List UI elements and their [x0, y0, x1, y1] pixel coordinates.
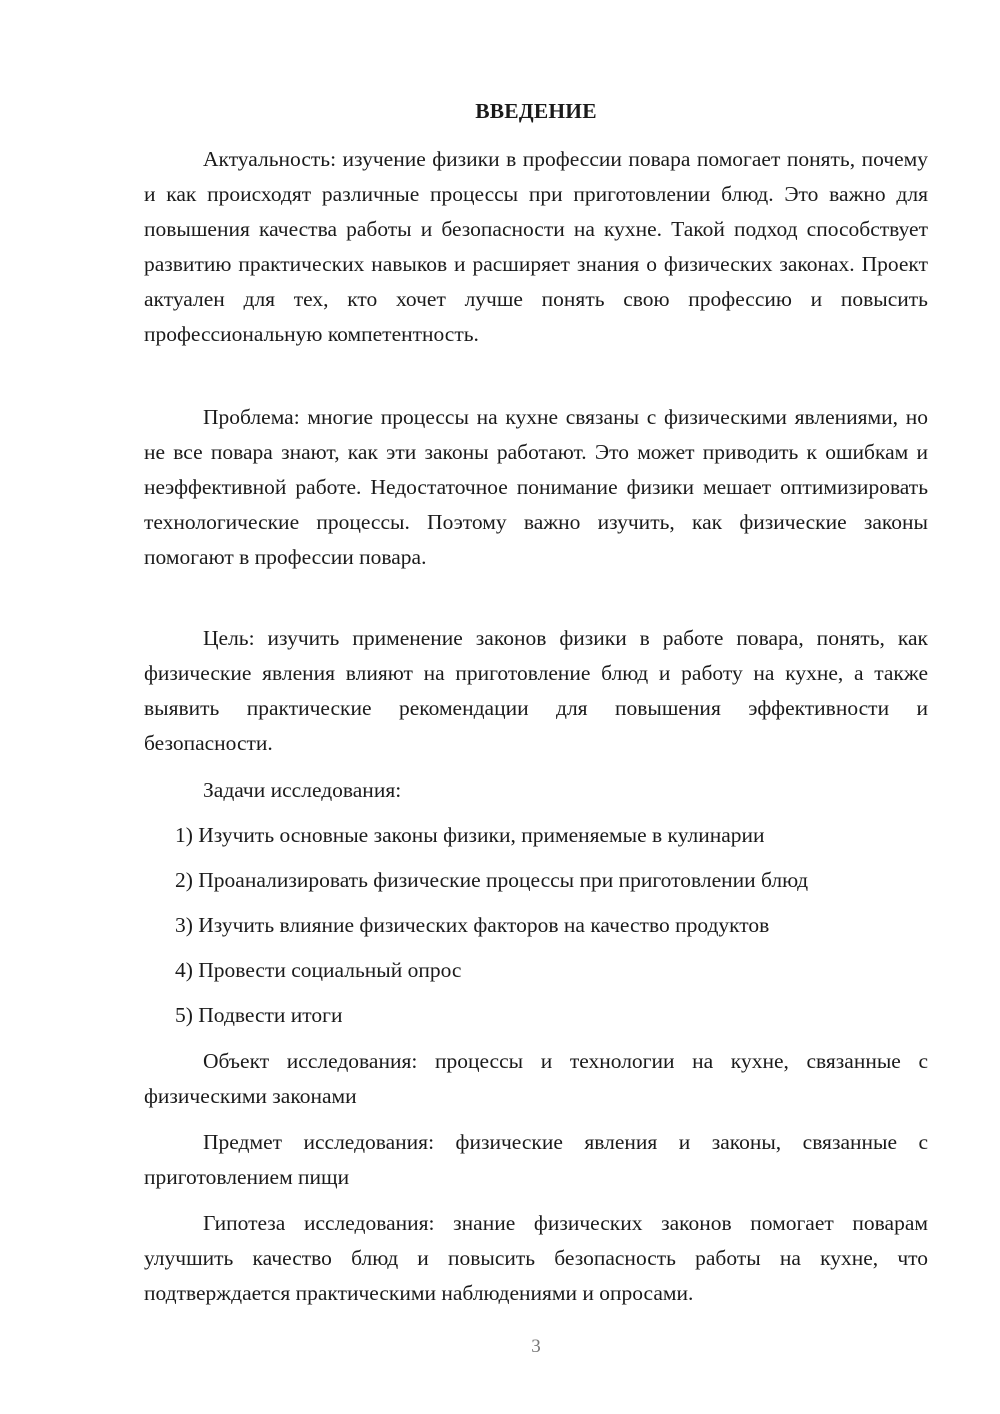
list-item: 4) Провести социальный опрос: [175, 958, 462, 982]
hypothesis-paragraph: Гипотеза исследования: знание физических законов помогает поварам улучшить качество блюд и повысить безопасность работы на кухне, что подтверждается практическими наблюдениями и опросами.: [144, 1211, 928, 1305]
list-item: 5) Подвести итоги: [175, 1003, 343, 1027]
goal-paragraph: Цель: изучить применение законов физики в работе повара, понять, как физические явления влияют на приготовление блюд и работу на кухне, а также выявить практические рекомендации для повышения эффективности и безопасности.: [144, 626, 928, 755]
list-item: 3) Изучить влияние физических факторов на качество продуктов: [175, 913, 770, 937]
object-paragraph: Объект исследования: процессы и технологии на кухне, связанные с физическими законами: [144, 1049, 928, 1108]
tasks-title: Задачи исследования:: [203, 778, 402, 802]
page-title: ВВЕДЕНИЕ: [475, 99, 597, 123]
document-page: [144, 0, 928, 1414]
page-number: 3: [531, 1336, 541, 1357]
list-item: 1) Изучить основные законы физики, применяемые в кулинарии: [175, 823, 765, 847]
problem-paragraph: Проблема: многие процессы на кухне связаны с физическими явлениями, но не все повара знают, как эти законы работают. Это может приводить к ошибкам и неэффективной работе. Недостаточное понимание физики мешает оптимизировать технологические процессы. Поэтому важно изучить, как физические законы помогают в профессии повара.: [144, 405, 928, 569]
list-item: 2) Проанализировать физические процессы при приготовлении блюд: [175, 868, 809, 892]
subject-paragraph: Предмет исследования: физические явления и законы, связанные с приготовлением пищи: [144, 1130, 928, 1189]
relevance-paragraph: Актуальность: изучение физики в профессии повара помогает понять, почему и как происходят различные процессы при приготовлении блюд. Это важно для повышения качества работы и безопасности на кухне. Такой подход способствует развитию практических навыков и расширяет знания о физических законах. Проект актуален для тех, кто хочет лучше понять свою профессию и повысить профессиональную компетентность.: [144, 147, 928, 346]
